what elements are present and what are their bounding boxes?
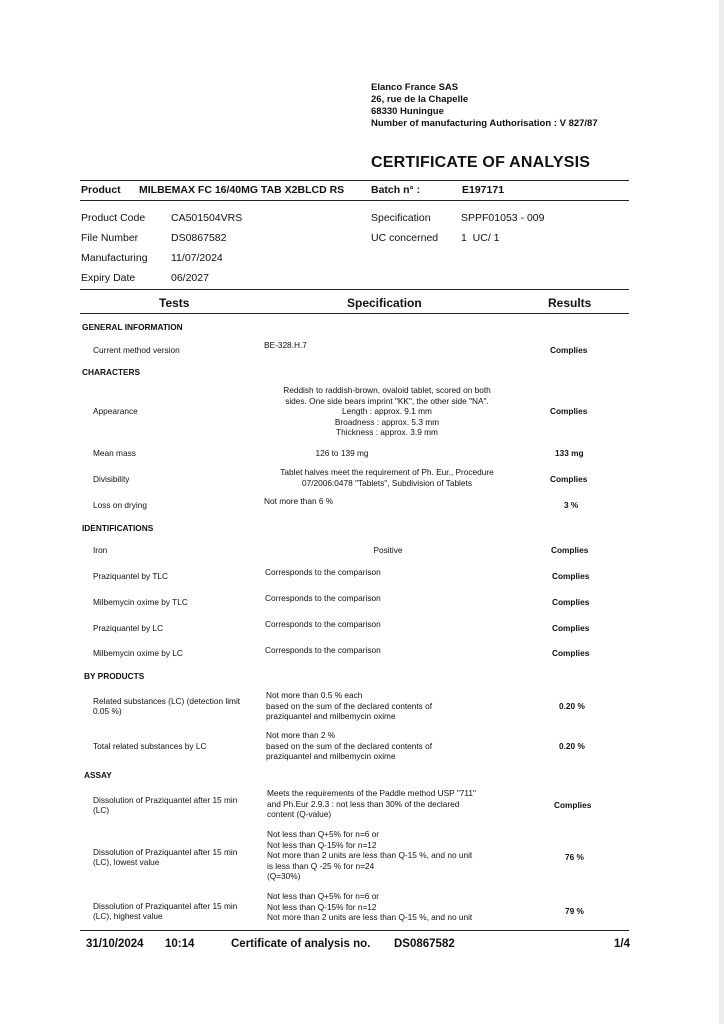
section-assay: ASSAY: [84, 770, 112, 780]
spec-line: Broadness : approx. 5.3 mm: [334, 416, 440, 427]
spec-line: Meets the requirements of the Paddle method USP "711": [267, 788, 476, 798]
spec-milbe-tlc: Corresponds to the comparison: [265, 593, 381, 603]
test-line: (LC): [93, 805, 110, 815]
test-prazi-tlc: Praziquantel by TLC: [93, 571, 169, 581]
result-prazi-tlc: Complies: [552, 571, 590, 581]
test-prazi-lc: Praziquantel by LC: [93, 623, 164, 633]
spec-total-related: [266, 730, 432, 762]
company-street: 26, rue de la Chapelle: [371, 94, 469, 105]
spec-line: Reddish to raddish-brown, ovaloid tablet, scored on both: [283, 385, 491, 395]
section-identifications: IDENTIFICATIONS: [82, 523, 154, 533]
file-number-label: File Number: [81, 232, 139, 244]
spec-related: [266, 690, 432, 722]
test-line: Dissolution of Praziquantel after 15 min: [93, 847, 238, 857]
test-divisibility: Divisibility: [93, 474, 130, 484]
product-value: MILBEMAX FC 16/40MG TAB X2BLCD RS: [139, 184, 345, 196]
specification-label: Specification: [371, 212, 431, 224]
result-milbe-lc: Complies: [552, 648, 590, 658]
result-appearance: Complies: [550, 406, 588, 416]
uc-label: UC concerned: [371, 232, 439, 244]
result-mean-mass: 133 mg: [555, 448, 584, 458]
spec-line: (Q=30%): [267, 871, 301, 881]
test-appearance: Appearance: [93, 406, 138, 416]
spec-line: Not less than Q-15% for n=12: [267, 839, 377, 850]
test-dissolution: [93, 795, 268, 815]
test-line: 0.05 %): [93, 706, 122, 716]
spec-line: Not more than 2 %: [266, 730, 336, 740]
batch-label: Batch n° :: [371, 184, 421, 196]
result-loss: 3 %: [564, 500, 579, 510]
product-label: Product: [81, 184, 121, 196]
spec-iron: Positive: [373, 545, 403, 555]
divider-footer: [80, 930, 629, 931]
company-city: 68330 Huningue: [371, 106, 444, 117]
footer-date: 31/10/2024: [86, 938, 144, 950]
manufacturing-value: 11/07/2024: [171, 252, 223, 264]
result-total-related: 0.20 %: [559, 741, 585, 751]
result-diss-lowest: 76 %: [565, 852, 584, 862]
result-prazi-lc: Complies: [552, 623, 590, 633]
section-characters: CHARACTERS: [82, 367, 141, 377]
product-code-value: CA501504VRS: [171, 212, 243, 224]
header-specification: Specification: [347, 296, 422, 310]
document-title: CERTIFICATE OF ANALYSIS: [371, 154, 591, 171]
file-number-value: DS0867582: [171, 232, 227, 244]
result-divisibility: Complies: [550, 474, 588, 484]
company-name: Elanco France SAS: [371, 82, 459, 93]
spec-line: Not more than 2 units are less than Q-15 %, and no unit: [267, 912, 473, 922]
spec-milbe-lc: Corresponds to the comparison: [265, 645, 381, 655]
expiry-label: Expiry Date: [81, 272, 136, 284]
spec-method: BE-328.H.7: [264, 340, 307, 350]
meta-right: [371, 212, 545, 252]
divider-product: [80, 200, 629, 201]
result-diss-highest: 79 %: [565, 906, 584, 916]
spec-line: 07/2006:0478 "Tablets", Subdivision of Tablets: [302, 477, 472, 488]
test-mean-mass: Mean mass: [93, 448, 136, 458]
spec-prazi-tlc: Corresponds to the comparison: [265, 567, 381, 577]
result-milbe-tlc: Complies: [552, 597, 590, 607]
test-line: Related substances (LC) (detection limit: [93, 696, 241, 706]
uc-value: 1 UC/ 1: [461, 232, 500, 244]
manufacturing-label: Manufacturing: [81, 252, 148, 264]
spec-line: based on the sum of the declared contents of: [266, 700, 433, 711]
spec-line: Tablet halves meet the requirement of Ph. Eur., Procedure: [280, 467, 494, 477]
test-total-related: Total related substances by LC: [93, 741, 207, 751]
test-milbe-lc: Milbemycin oxime by LC: [93, 648, 183, 658]
spec-line: based on the sum of the declared contents of: [266, 740, 433, 751]
test-diss-highest: [93, 901, 268, 921]
test-milbe-tlc: Milbemycin oxime by TLC: [93, 597, 188, 607]
divider-top: [80, 180, 629, 181]
spec-line: Not less than Q-15% for n=12: [267, 901, 377, 912]
footer-time: 10:14: [165, 938, 195, 950]
spec-line: praziquantel and milbemycin oxime: [266, 751, 396, 761]
result-method: Complies: [550, 345, 588, 355]
divider-table-top: [80, 289, 629, 290]
spec-line: sides. One side bears imprint "KK", the other side "NA".: [285, 395, 489, 406]
result-related: 0.20 %: [559, 701, 585, 711]
spec-appearance: [262, 385, 512, 438]
spec-line: Not more than 2 units are less than Q-15 %, and no unit: [267, 850, 473, 860]
test-line: (LC), highest value: [93, 911, 163, 921]
spec-line: Length : approx. 9.1 mm: [342, 406, 432, 416]
spec-mean-mass: 126 to 139 mg: [315, 448, 369, 458]
footer-label: Certificate of analysis no.: [231, 938, 371, 950]
spec-diss-lowest: [267, 829, 472, 882]
divider-header: [80, 313, 629, 314]
spec-loss: Not more than 6 %: [264, 496, 334, 506]
batch-value: E197171: [462, 184, 505, 196]
spec-dissolution: [267, 788, 476, 820]
meta-left: [81, 212, 243, 292]
spec-line: Thickness : approx. 3.9 mm: [336, 427, 438, 437]
test-line: Dissolution of Praziquantel after 15 min: [93, 901, 238, 911]
result-iron: Complies: [551, 545, 589, 555]
test-iron: Iron: [93, 545, 108, 555]
specification-value: SPPF01053 - 009: [461, 212, 545, 224]
spec-divisibility: [262, 467, 512, 488]
page-edge: [719, 0, 724, 1024]
test-method: Current method version: [93, 345, 180, 355]
spec-line: Not more than 0.5 % each: [266, 690, 363, 700]
product-code-label: Product Code: [81, 212, 146, 224]
spec-line: and Ph.Eur 2.9.3 : not less than 30% of the declared: [267, 798, 460, 809]
section-general: GENERAL INFORMATION: [82, 322, 183, 332]
expiry-value: 06/2027: [171, 272, 209, 284]
test-loss: Loss on drying: [93, 500, 147, 510]
company-address: [371, 82, 598, 130]
test-related: [93, 696, 268, 716]
test-line: Dissolution of Praziquantel after 15 min: [93, 795, 238, 805]
test-line: (LC), lowest value: [93, 857, 160, 867]
spec-line: content (Q-value): [267, 809, 332, 819]
spec-line: Not less than Q+5% for n=6 or: [267, 891, 380, 901]
footer-page: 1/4: [614, 938, 630, 950]
spec-line: is less than Q -25 % for n=24: [267, 860, 375, 871]
company-authorisation: Number of manufacturing Authorisation : V 827/87: [371, 118, 598, 129]
footer-number: DS0867582: [394, 938, 455, 950]
spec-prazi-lc: Corresponds to the comparison: [265, 619, 381, 629]
section-by-products: BY PRODUCTS: [84, 671, 145, 681]
header-results: Results: [548, 296, 592, 310]
result-dissolution: Complies: [554, 800, 592, 810]
spec-line: Not less than Q+5% for n=6 or: [267, 829, 380, 839]
test-diss-lowest: [93, 847, 268, 867]
spec-diss-highest: [267, 891, 472, 923]
spec-line: praziquantel and milbemycin oxime: [266, 711, 396, 721]
header-tests: Tests: [159, 296, 190, 310]
